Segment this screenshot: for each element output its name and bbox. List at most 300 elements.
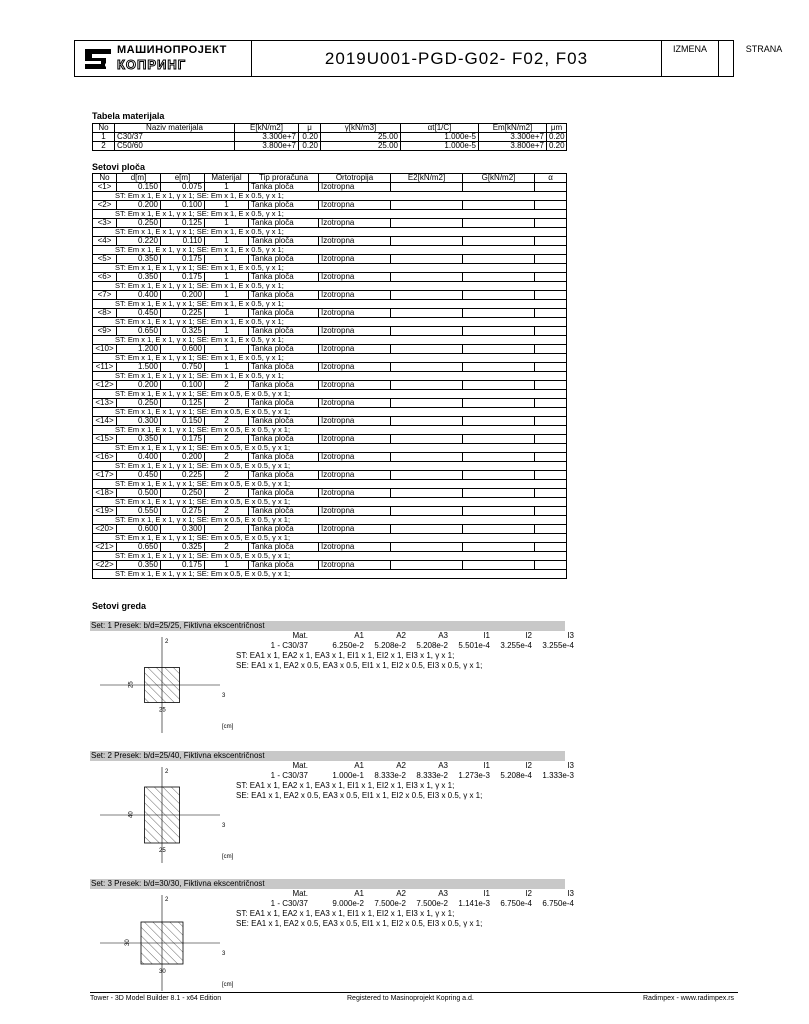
plate-factors: ST: Em x 1, E x 1, γ x 1; SE: Em x 1, E x 0.5, γ x 1; xyxy=(93,336,567,345)
plate-orthotropy: Izotropna xyxy=(319,291,391,300)
plate-orthotropy: Izotropna xyxy=(319,489,391,498)
plate-calc-type: Tanka ploča xyxy=(249,309,319,318)
plate-factors: ST: Em x 1, E x 1, γ x 1; SE: Em x 0.5, E x 0.5, γ x 1; xyxy=(93,390,567,399)
plate-g xyxy=(463,453,535,462)
plate-d: 0.200 xyxy=(117,381,161,390)
materials-cell: 2 xyxy=(93,142,115,151)
plate-factors: ST: Em x 1, E x 1, γ x 1; SE: Em x 0.5, E x 0.5, γ x 1; xyxy=(93,534,567,543)
materials-column-header: No xyxy=(93,124,115,133)
plate-e2 xyxy=(391,381,463,390)
plate-e: 0.075 xyxy=(161,183,205,192)
plate-e2 xyxy=(391,525,463,534)
plate-material: 1 xyxy=(205,291,249,300)
plate-orthotropy: Izotropna xyxy=(319,399,391,408)
materials-column-header: γ[kN/m3] xyxy=(321,124,401,133)
plate-g xyxy=(463,435,535,444)
plate-material: 2 xyxy=(205,525,249,534)
plate-no: <22> xyxy=(93,561,117,570)
materials-cell: 1 xyxy=(93,133,115,142)
plate-calc-type: Tanka ploča xyxy=(249,489,319,498)
plate-d: 0.550 xyxy=(117,507,161,516)
materials-cell: 3.300e+7 xyxy=(479,133,547,142)
plate-orthotropy: Izotropna xyxy=(319,327,391,336)
strana-label: STRANA xyxy=(718,41,809,76)
company-logo xyxy=(75,41,251,76)
beam-se-factors: SE: EA1 x 1, EA2 x 0.5, EA3 x 0.5, EI1 x 1, EI2 x 0.5, EI3 x 0.5, γ x 1; xyxy=(236,791,483,800)
plate-g xyxy=(463,471,535,480)
plate-g xyxy=(463,183,535,192)
plate-calc-type: Tanka ploča xyxy=(249,363,319,372)
materials-row xyxy=(93,133,567,142)
plate-e: 0.200 xyxy=(161,453,205,462)
unit-label: [cm] xyxy=(222,982,234,988)
plate-no: <19> xyxy=(93,507,117,516)
plate-material: 1 xyxy=(205,309,249,318)
plate-material: 2 xyxy=(205,417,249,426)
plate-e: 0.250 xyxy=(161,489,205,498)
plate-orthotropy: Izotropna xyxy=(319,363,391,372)
plate-calc-type: Tanka ploča xyxy=(249,561,319,570)
materials-cell: 1.000e-5 xyxy=(401,133,479,142)
beam-column-label: I2 xyxy=(525,761,532,770)
plate-no: <3> xyxy=(93,219,117,228)
plate-no: <11> xyxy=(93,363,117,372)
plate-orthotropy: Izotropna xyxy=(319,273,391,282)
beam-column-label: I3 xyxy=(567,631,574,640)
materials-table xyxy=(92,123,567,151)
plate-factors: ST: Em x 1, E x 1, γ x 1; SE: Em x 1, E x 0.5, γ x 1; xyxy=(93,210,567,219)
plate-material: 1 xyxy=(205,237,249,246)
plate-factors: ST: Em x 1, E x 1, γ x 1; SE: Em x 0.5, E x 0.5, γ x 1; xyxy=(93,498,567,507)
company-name-line1: МАШИНОПРОЈЕКТ xyxy=(117,44,227,56)
plate-alpha xyxy=(535,543,567,552)
plate-no: <6> xyxy=(93,273,117,282)
plate-e2 xyxy=(391,219,463,228)
plate-g xyxy=(463,363,535,372)
plate-material: 2 xyxy=(205,507,249,516)
materials-header-row xyxy=(93,124,567,133)
plate-alpha xyxy=(535,561,567,570)
beam-column-labels xyxy=(236,890,574,898)
plate-alpha xyxy=(535,417,567,426)
plate-no: <15> xyxy=(93,435,117,444)
plate-no: <2> xyxy=(93,201,117,210)
plate-material: 1 xyxy=(205,255,249,264)
plate-e: 0.325 xyxy=(161,543,205,552)
plates-column-header: No xyxy=(93,174,117,183)
plate-e2 xyxy=(391,327,463,336)
plate-orthotropy: Izotropna xyxy=(319,255,391,264)
beam-st-factors: ST: EA1 x 1, EA2 x 1, EA3 x 1, EI1 x 1, EI2 x 1, EI3 x 1, γ x 1; xyxy=(236,909,455,918)
company-name-line2: КОПРИНГ xyxy=(117,57,187,72)
plate-alpha xyxy=(535,525,567,534)
plate-factors: ST: Em x 1, E x 1, γ x 1; SE: Em x 1, E x 0.5, γ x 1; xyxy=(93,264,567,273)
materials-title: Tabela materijala xyxy=(92,111,165,121)
plate-material: 1 xyxy=(205,327,249,336)
plate-calc-type: Tanka ploča xyxy=(249,507,319,516)
plate-g xyxy=(463,507,535,516)
plate-no: <4> xyxy=(93,237,117,246)
plate-e: 0.125 xyxy=(161,399,205,408)
plate-d: 0.400 xyxy=(117,291,161,300)
plate-material: 2 xyxy=(205,543,249,552)
plate-alpha xyxy=(535,309,567,318)
axis-3-label: 3 xyxy=(222,693,226,699)
beam-value: 1.273e-3 xyxy=(458,771,490,780)
plate-e: 0.175 xyxy=(161,273,205,282)
plate-g xyxy=(463,345,535,354)
plate-calc-type: Tanka ploča xyxy=(249,471,319,480)
beam-column-label: A1 xyxy=(354,631,364,640)
plate-no: <12> xyxy=(93,381,117,390)
beam-column-label: Mat. xyxy=(292,889,308,898)
height-dimension: 25 xyxy=(128,681,135,688)
beam-column-label: I2 xyxy=(525,631,532,640)
plate-orthotropy: Izotropna xyxy=(319,417,391,426)
plate-orthotropy: Izotropna xyxy=(319,507,391,516)
plate-calc-type: Tanka ploča xyxy=(249,345,319,354)
plate-no: <7> xyxy=(93,291,117,300)
plate-d: 0.400 xyxy=(117,453,161,462)
plate-no: <16> xyxy=(93,453,117,462)
beams-title: Setovi greda xyxy=(92,601,147,611)
plate-orthotropy: Izotropna xyxy=(319,453,391,462)
plate-no: <8> xyxy=(93,309,117,318)
beam-se-factors: SE: EA1 x 1, EA2 x 0.5, EA3 x 0.5, EI1 x 1, EI2 x 0.5, EI3 x 0.5, γ x 1; xyxy=(236,661,483,670)
plate-orthotropy: Izotropna xyxy=(319,525,391,534)
plates-column-header: E2[kN/m2] xyxy=(391,174,463,183)
plate-factors: ST: Em x 1, E x 1, γ x 1; SE: Em x 1, E x 0.5, γ x 1; xyxy=(93,300,567,309)
plate-no: <13> xyxy=(93,399,117,408)
plate-orthotropy: Izotropna xyxy=(319,561,391,570)
plate-e2 xyxy=(391,345,463,354)
plate-e: 0.110 xyxy=(161,237,205,246)
plate-g xyxy=(463,273,535,282)
plate-e2 xyxy=(391,507,463,516)
beam-column-label: A2 xyxy=(396,889,406,898)
beam-cross-section xyxy=(96,633,236,743)
materials-cell: C30/37 xyxy=(115,133,235,142)
plate-e2 xyxy=(391,417,463,426)
plate-e: 0.750 xyxy=(161,363,205,372)
plate-factors: ST: Em x 1, E x 1, γ x 1; SE: Em x 0.5, E x 0.5, γ x 1; xyxy=(93,426,567,435)
axis-2-label: 2 xyxy=(165,897,169,903)
materials-column-header: μm xyxy=(547,124,567,133)
beam-value: 5.208e-2 xyxy=(374,641,406,650)
plate-g xyxy=(463,219,535,228)
beam-set-header: Set: 2 Presek: b/d=25/40, Fiktivna ekscentričnost xyxy=(90,751,565,761)
plate-alpha xyxy=(535,255,567,264)
plate-d: 0.220 xyxy=(117,237,161,246)
plate-factors: ST: Em x 1, E x 1, γ x 1; SE: Em x 0.5, E x 0.5, γ x 1; xyxy=(93,444,567,453)
materials-cell: 25.00 xyxy=(321,133,401,142)
beam-value: 1.333e-3 xyxy=(542,771,574,780)
plate-g xyxy=(463,201,535,210)
plate-d: 0.200 xyxy=(117,201,161,210)
plate-no: <18> xyxy=(93,489,117,498)
footer-center: Registered to Masinoprojekt Kopring a.d. xyxy=(347,995,474,1002)
beam-value: 7.500e-2 xyxy=(374,899,406,908)
plate-g xyxy=(463,255,535,264)
plate-d: 0.250 xyxy=(117,399,161,408)
plate-no: <14> xyxy=(93,417,117,426)
plate-alpha xyxy=(535,435,567,444)
materials-cell: 3.800e+7 xyxy=(479,142,547,151)
beam-values xyxy=(236,642,574,650)
materials-column-header: μ xyxy=(299,124,321,133)
width-dimension: 25 xyxy=(159,707,166,714)
plate-e2 xyxy=(391,561,463,570)
beam-value: 3.255e-4 xyxy=(542,641,574,650)
plate-d: 0.500 xyxy=(117,489,161,498)
materials-cell: 25.00 xyxy=(321,142,401,151)
plate-orthotropy: Izotropna xyxy=(319,345,391,354)
plate-calc-type: Tanka ploča xyxy=(249,453,319,462)
materials-cell: 1.000e-5 xyxy=(401,142,479,151)
plate-g xyxy=(463,543,535,552)
height-dimension: 40 xyxy=(128,811,135,818)
beam-value: 5.501e-4 xyxy=(458,641,490,650)
plate-calc-type: Tanka ploča xyxy=(249,255,319,264)
plates-column-header: Ortotropija xyxy=(319,174,391,183)
plates-column-header: Tip proračuna xyxy=(249,174,319,183)
plate-e2 xyxy=(391,435,463,444)
plate-factors: ST: Em x 1, E x 1, γ x 1; SE: Em x 1, E x 0.5, γ x 1; xyxy=(93,228,567,237)
plates-column-header: G[kN/m2] xyxy=(463,174,535,183)
beam-column-label: I1 xyxy=(483,631,490,640)
beam-column-label: A3 xyxy=(438,631,448,640)
beam-value: 8.333e-2 xyxy=(374,771,406,780)
beam-st-factors: ST: EA1 x 1, EA2 x 1, EA3 x 1, EI1 x 1, EI2 x 1, EI3 x 1, γ x 1; xyxy=(236,651,455,660)
beam-column-label: I2 xyxy=(525,889,532,898)
materials-column-header: Em[kN/m2] xyxy=(479,124,547,133)
plate-factors: ST: Em x 1, E x 1, γ x 1; SE: Em x 1, E x 0.5, γ x 1; xyxy=(93,282,567,291)
beam-column-label: A3 xyxy=(438,761,448,770)
plate-no: <5> xyxy=(93,255,117,264)
plate-factor-row xyxy=(93,570,567,579)
plate-alpha xyxy=(535,273,567,282)
beam-column-label: A1 xyxy=(354,761,364,770)
plate-no: <17> xyxy=(93,471,117,480)
plate-e: 0.100 xyxy=(161,381,205,390)
plate-orthotropy: Izotropna xyxy=(319,471,391,480)
materials-cell: 0.20 xyxy=(547,142,567,151)
beam-column-label: I1 xyxy=(483,761,490,770)
plates-column-header: d[m] xyxy=(117,174,161,183)
beam-column-label: A2 xyxy=(396,761,406,770)
plate-g xyxy=(463,309,535,318)
plate-d: 0.650 xyxy=(117,543,161,552)
plate-e: 0.175 xyxy=(161,255,205,264)
plates-column-header: e[m] xyxy=(161,174,205,183)
plates-title: Setovi ploča xyxy=(92,162,146,172)
beam-column-labels xyxy=(236,762,574,770)
plate-material: 1 xyxy=(205,345,249,354)
plate-d: 1.200 xyxy=(117,345,161,354)
beam-value: 1.000e-1 xyxy=(332,771,364,780)
beam-value: 1 - C30/37 xyxy=(270,771,308,780)
plate-alpha xyxy=(535,507,567,516)
beam-se-factors: SE: EA1 x 1, EA2 x 0.5, EA3 x 0.5, EI1 x 1, EI2 x 0.5, EI3 x 0.5, γ x 1; xyxy=(236,919,483,928)
beam-value: 1 - C30/37 xyxy=(270,641,308,650)
plate-alpha xyxy=(535,219,567,228)
plate-calc-type: Tanka ploča xyxy=(249,183,319,192)
plate-material: 2 xyxy=(205,453,249,462)
plate-e2 xyxy=(391,255,463,264)
plate-e2 xyxy=(391,183,463,192)
beam-value: 6.750e-4 xyxy=(500,899,532,908)
plate-material: 2 xyxy=(205,489,249,498)
plate-alpha xyxy=(535,399,567,408)
plate-calc-type: Tanka ploča xyxy=(249,327,319,336)
materials-cell: 0.20 xyxy=(547,133,567,142)
width-dimension: 30 xyxy=(159,969,166,975)
plate-orthotropy: Izotropna xyxy=(319,309,391,318)
plates-column-header: Materijal xyxy=(205,174,249,183)
plate-d: 0.350 xyxy=(117,255,161,264)
plate-e: 0.225 xyxy=(161,309,205,318)
plate-calc-type: Tanka ploča xyxy=(249,237,319,246)
plate-e2 xyxy=(391,291,463,300)
plate-alpha xyxy=(535,381,567,390)
plate-no: <1> xyxy=(93,183,117,192)
unit-label: [cm] xyxy=(222,724,234,730)
plate-material: 2 xyxy=(205,471,249,480)
axis-3-label: 3 xyxy=(222,951,226,957)
plate-alpha xyxy=(535,489,567,498)
beam-value: 1 - C30/37 xyxy=(270,899,308,908)
plate-e2 xyxy=(391,273,463,282)
plate-g xyxy=(463,525,535,534)
axis-3-label: 3 xyxy=(222,823,226,829)
plate-d: 0.300 xyxy=(117,417,161,426)
plate-g xyxy=(463,399,535,408)
plate-e: 0.100 xyxy=(161,201,205,210)
plate-material: 1 xyxy=(205,183,249,192)
plate-d: 0.600 xyxy=(117,525,161,534)
plate-e: 0.300 xyxy=(161,525,205,534)
plates-column-header: α xyxy=(535,174,567,183)
plate-e2 xyxy=(391,201,463,210)
materials-row xyxy=(93,142,567,151)
plate-g xyxy=(463,381,535,390)
plate-alpha xyxy=(535,201,567,210)
plate-g xyxy=(463,327,535,336)
plate-e: 0.150 xyxy=(161,417,205,426)
plate-alpha xyxy=(535,345,567,354)
beam-cross-section xyxy=(96,891,236,1001)
materials-column-header: E[kN/m2] xyxy=(235,124,299,133)
beam-value: 3.255e-4 xyxy=(500,641,532,650)
beam-column-label: I1 xyxy=(483,889,490,898)
beam-column-label: I3 xyxy=(567,889,574,898)
plate-alpha xyxy=(535,183,567,192)
materials-cell: C50/60 xyxy=(115,142,235,151)
plate-material: 1 xyxy=(205,219,249,228)
plate-alpha xyxy=(535,363,567,372)
footer-right: Radimpex - www.radimpex.rs xyxy=(643,995,735,1002)
plate-factors: ST: Em x 1, E x 1, γ x 1; SE: Em x 0.5, E x 0.5, γ x 1; xyxy=(93,552,567,561)
plate-calc-type: Tanka ploča xyxy=(249,201,319,210)
plate-e: 0.175 xyxy=(161,561,205,570)
plate-orthotropy: Izotropna xyxy=(319,237,391,246)
plate-factors: ST: Em x 1, E x 1, γ x 1; SE: Em x 1, E x 0.5, γ x 1; xyxy=(93,246,567,255)
plate-d: 0.150 xyxy=(117,183,161,192)
plate-factors: ST: Em x 1, E x 1, γ x 1; SE: Em x 0.5, E x 0.5, γ x 1; xyxy=(93,480,567,489)
beam-values xyxy=(236,772,574,780)
plate-factors: ST: Em x 1, E x 1, γ x 1; SE: Em x 1, E x 0.5, γ x 1; xyxy=(93,354,567,363)
plate-material: 1 xyxy=(205,363,249,372)
plate-e2 xyxy=(391,453,463,462)
plate-e2 xyxy=(391,237,463,246)
plate-e: 0.325 xyxy=(161,327,205,336)
beam-value: 5.208e-2 xyxy=(416,641,448,650)
plate-no: <10> xyxy=(93,345,117,354)
beam-value: 1.141e-3 xyxy=(458,899,490,908)
materials-cell: 0.20 xyxy=(299,142,321,151)
axis-2-label: 2 xyxy=(165,639,169,645)
plate-e2 xyxy=(391,471,463,480)
plate-orthotropy: Izotropna xyxy=(319,435,391,444)
footer-left: Tower - 3D Model Builder 8.1 - x64 Edition xyxy=(90,995,222,1002)
plate-factors: ST: Em x 1, E x 1, γ x 1; SE: Em x 1, E x 0.5, γ x 1; xyxy=(93,318,567,327)
materials-column-header: Naziv materijala xyxy=(115,124,235,133)
materials-cell: 3.300e+7 xyxy=(235,133,299,142)
plate-material: 1 xyxy=(205,201,249,210)
plate-factors: ST: Em x 1, E x 1, γ x 1; SE: Em x 1, E x 0.5, γ x 1; xyxy=(93,372,567,381)
plate-d: 0.650 xyxy=(117,327,161,336)
beam-value: 7.500e-2 xyxy=(416,899,448,908)
plate-factors: ST: Em x 1, E x 1, γ x 1; SE: Em x 0.5, E x 0.5, γ x 1; xyxy=(93,516,567,525)
plate-no: <9> xyxy=(93,327,117,336)
plate-factors: ST: Em x 1, E x 1, γ x 1; SE: Em x 1, E x 0.5, γ x 1; xyxy=(93,192,567,201)
plate-g xyxy=(463,417,535,426)
plate-d: 0.350 xyxy=(117,273,161,282)
plate-g xyxy=(463,489,535,498)
plate-calc-type: Tanka ploča xyxy=(249,381,319,390)
plate-factors: ST: Em x 1, E x 1, γ x 1; SE: Em x 0.5, E x 0.5, γ x 1; xyxy=(93,408,567,417)
beam-value: 6.750e-4 xyxy=(542,899,574,908)
plate-orthotropy: Izotropna xyxy=(319,183,391,192)
beam-cross-section xyxy=(96,763,236,873)
axis-2-label: 2 xyxy=(165,769,169,775)
materials-column-header: αt[1/C] xyxy=(401,124,479,133)
beam-column-label: Mat. xyxy=(292,761,308,770)
plate-g xyxy=(463,291,535,300)
plate-calc-type: Tanka ploča xyxy=(249,273,319,282)
plate-no: <20> xyxy=(93,525,117,534)
materials-cell: 3.800e+7 xyxy=(235,142,299,151)
plate-calc-type: Tanka ploča xyxy=(249,219,319,228)
plate-factors: ST: Em x 1, E x 1, γ x 1; SE: Em x 0.5, E x 0.5, γ x 1; xyxy=(93,462,567,471)
plate-calc-type: Tanka ploča xyxy=(249,399,319,408)
plate-g xyxy=(463,237,535,246)
plate-e2 xyxy=(391,309,463,318)
plate-calc-type: Tanka ploča xyxy=(249,291,319,300)
beam-st-factors: ST: EA1 x 1, EA2 x 1, EA3 x 1, EI1 x 1, EI2 x 1, EI3 x 1, γ x 1; xyxy=(236,781,455,790)
plate-alpha xyxy=(535,471,567,480)
plate-d: 0.450 xyxy=(117,471,161,480)
beam-value: 8.333e-2 xyxy=(416,771,448,780)
plate-g xyxy=(463,561,535,570)
plate-d: 0.450 xyxy=(117,309,161,318)
beam-value: 9.000e-2 xyxy=(332,899,364,908)
document-code: 2019U001-PGD-G02- F02, F03 xyxy=(251,41,661,76)
plate-orthotropy: Izotropna xyxy=(319,201,391,210)
plate-material: 2 xyxy=(205,381,249,390)
beam-set-header: Set: 1 Presek: b/d=25/25, Fiktivna ekscentričnost xyxy=(90,621,565,631)
beam-column-labels xyxy=(236,632,574,640)
